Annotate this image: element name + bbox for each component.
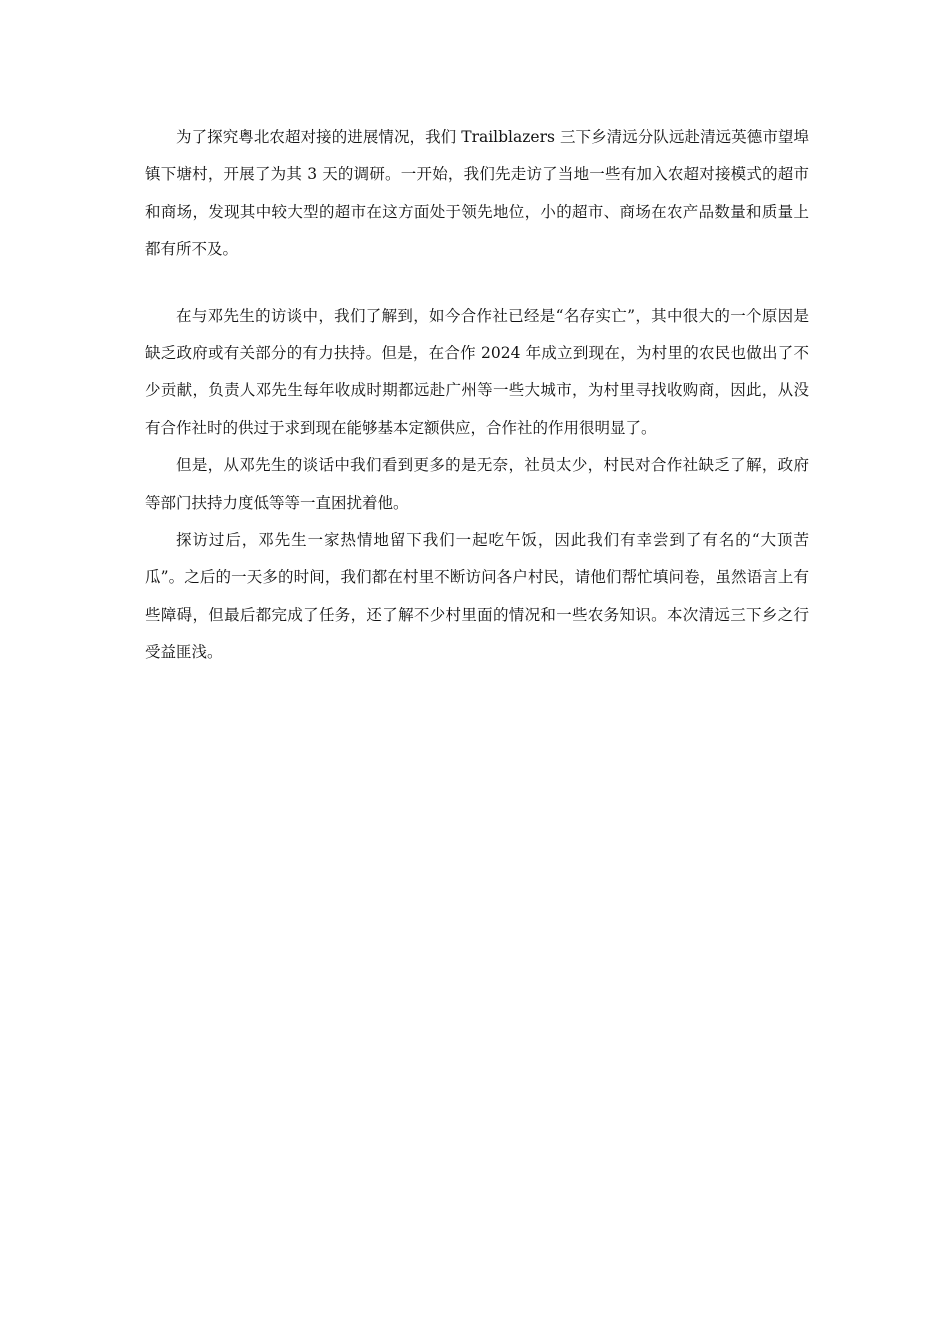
paragraph-spacer bbox=[145, 269, 809, 298]
paragraph-4: 探访过后，邓先生一家热情地留下我们一起吃午饭，因此我们有幸尝到了有名的“大顶苦瓜”。之后的一天多的时间，我们都在村里不断访问各户村民，请他们帮忙填问卷，虽然语言上有些障碍，但最后都完成了任务，还了解不少村里面的情况和一些农务知识。本次清远三下乡之行受益匪浅。 bbox=[145, 531, 809, 662]
paragraph-2: 在与邓先生的访谈中，我们了解到，如今合作社已经是“名存实亡”，其中很大的一个原因是缺乏政府或有关部分的有力扶持。但是，在合作 2024 年成立到现在，为村里的农民也做出了不少贡献，负责人邓先生每年收成时期都远赴广州等一些大城市，为村里寻找收购商，因此，从没有合作社时的供过于求到现在能够基本定额供应，合作社的作用很明显了。 bbox=[145, 306, 809, 437]
paragraph-3: 但是，从邓先生的谈话中我们看到更多的是无奈，社员太少，村民对合作社缺乏了解，政府等部门扶持力度低等等一直困扰着他。 bbox=[145, 456, 809, 512]
paragraph-1: 为了探究粤北农超对接的进展情况，我们 Trailblazers 三下乡清远分队远赴清远英德市望埠镇下塘村，开展了为其 3 天的调研。一开始，我们先走访了当地一些有加入农超对接模式的超市和商场，发现其中较大型的超市在这方面处于领先地位，小的超市、商场在农产品数量和质量上都有所不及。 bbox=[145, 128, 809, 259]
document-body bbox=[145, 119, 809, 672]
